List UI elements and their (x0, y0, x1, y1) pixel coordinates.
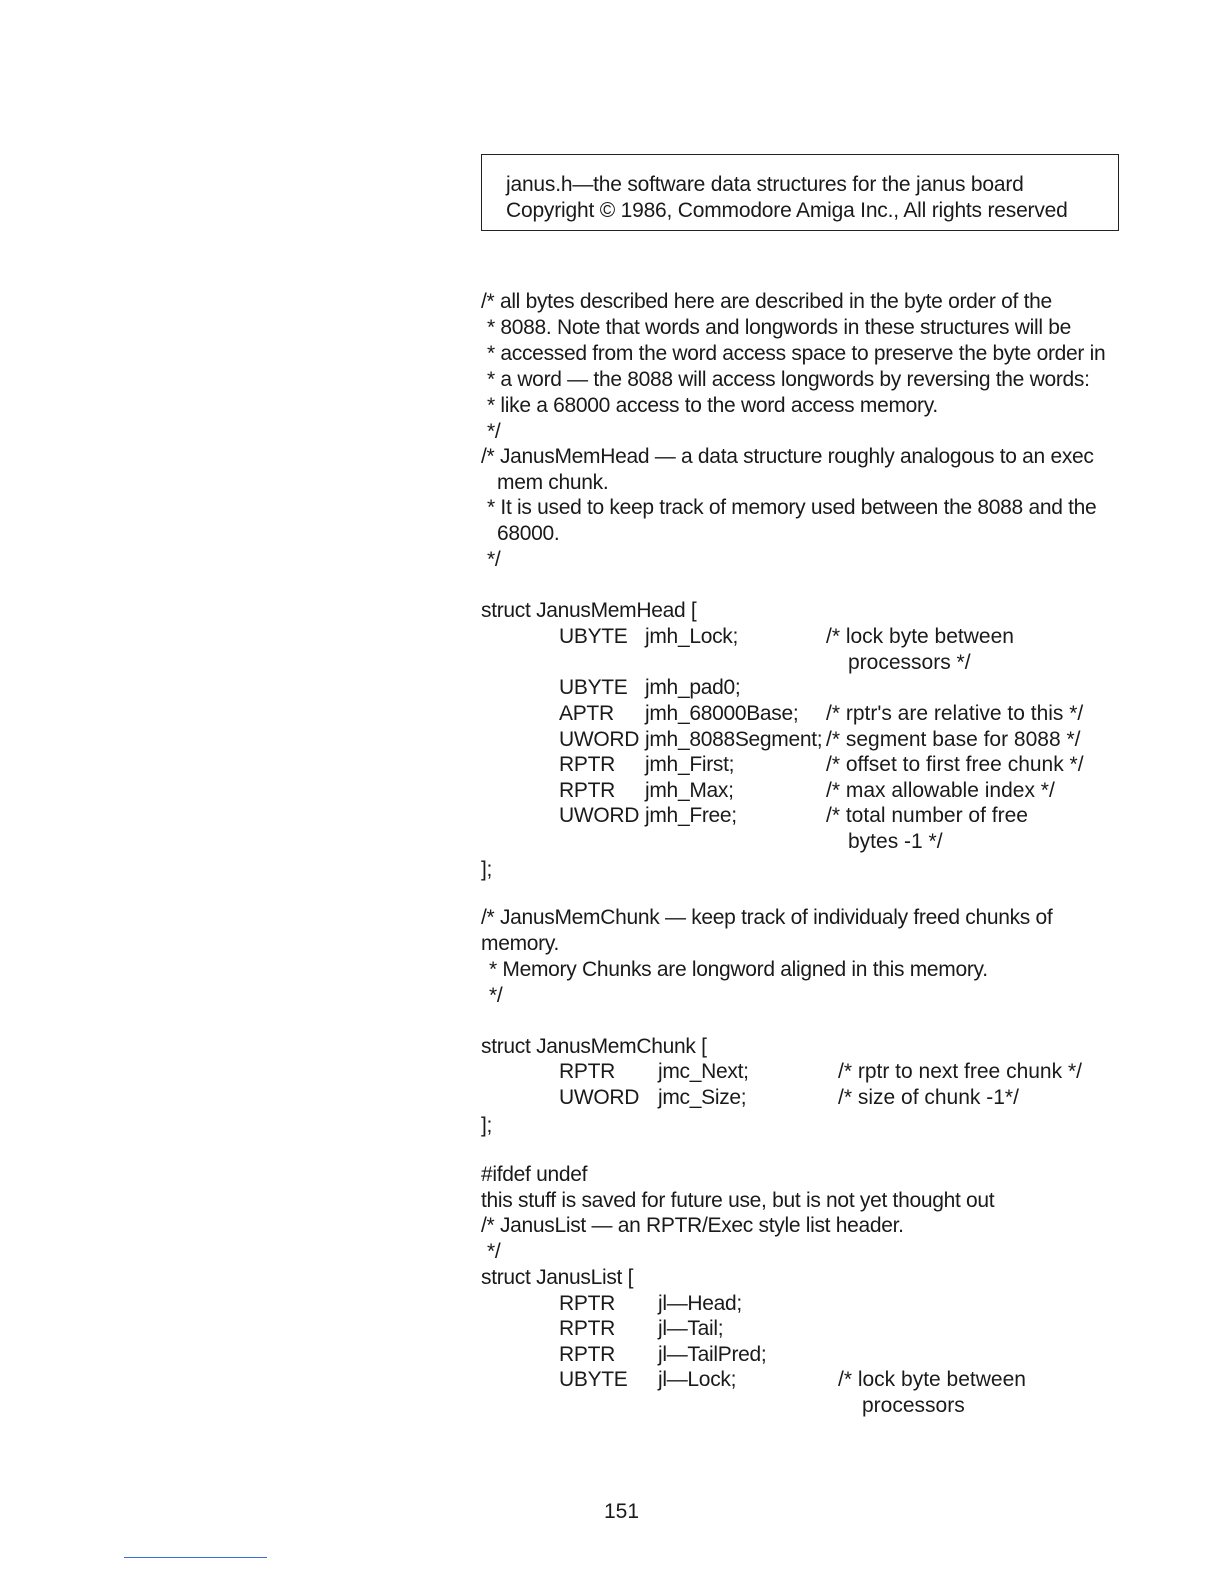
field-name: jl—Tail; (658, 1317, 724, 1340)
code-line: mem chunk. (497, 471, 609, 494)
field-type: UWORD (559, 804, 640, 827)
bottom-divider (124, 1557, 267, 1558)
header-title: janus.h—the software data structures for the janus board (506, 173, 1024, 196)
field-name: jmh_pad0; (645, 676, 741, 699)
struct-open: struct JanusMemChunk [ (481, 1035, 707, 1058)
field-comment: /* segment base for 8088 */ (826, 728, 1081, 751)
field-comment: /* lock byte between (838, 1368, 1026, 1391)
field-name: jl—Head; (658, 1292, 742, 1315)
field-type: UBYTE (559, 676, 628, 699)
field-name: jmh_Lock; (645, 625, 739, 648)
code-line: this stuff is saved for future use, but is not yet thought out (481, 1189, 995, 1212)
code-line: /* JanusMemHead — a data structure roughly analogous to an exec (481, 445, 1094, 468)
field-name: jmh_8088Segment; (645, 728, 823, 751)
code-line: * 8088. Note that words and longwords in these structures will be (487, 316, 1071, 339)
field-comment: processors */ (848, 651, 971, 674)
field-comment: /* max allowable index */ (826, 779, 1055, 802)
page-number: 151 (604, 1500, 640, 1523)
field-comment: /* lock byte between (826, 625, 1014, 648)
field-name: jmh_Max; (645, 779, 734, 802)
code-line: 68000. (497, 522, 560, 545)
field-name: jmc_Size; (658, 1086, 747, 1109)
code-line: * It is used to keep track of memory used between the 8088 and the (487, 496, 1097, 519)
field-type: RPTR (559, 779, 615, 802)
code-line: * a word — the 8088 will access longwords by reversing the words: (487, 368, 1090, 391)
field-type: UWORD (559, 1086, 640, 1109)
code-line: memory. (481, 932, 560, 955)
field-comment: /* rptr to next free chunk */ (838, 1060, 1082, 1083)
code-line: */ (487, 1240, 501, 1263)
field-type: UBYTE (559, 1368, 628, 1391)
header-box (481, 154, 1119, 231)
struct-open: struct JanusList [ (481, 1266, 634, 1289)
code-line: #ifdef undef (481, 1163, 588, 1186)
code-line: /* JanusMemChunk — keep track of individualy freed chunks of (481, 906, 1053, 929)
field-name: jmc_Next; (658, 1060, 749, 1083)
field-type: APTR (559, 702, 614, 725)
field-type: UWORD (559, 728, 640, 751)
code-line: * Memory Chunks are longword aligned in this memory. (489, 958, 988, 981)
field-comment: /* offset to first free chunk */ (826, 753, 1084, 776)
struct-close: ]; (481, 1114, 493, 1137)
code-line: */ (487, 420, 501, 443)
field-comment: /* size of chunk -1*/ (838, 1086, 1019, 1109)
field-name: jl—TailPred; (658, 1343, 767, 1366)
field-type: RPTR (559, 753, 615, 776)
struct-open: struct JanusMemHead [ (481, 599, 697, 622)
field-type: RPTR (559, 1292, 615, 1315)
field-comment: /* rptr's are relative to this */ (826, 702, 1084, 725)
field-type: UBYTE (559, 625, 628, 648)
field-comment: bytes -1 */ (848, 830, 943, 853)
field-type: RPTR (559, 1317, 615, 1340)
field-name: jmh_First; (645, 753, 735, 776)
field-name: jmh_68000Base; (645, 702, 799, 725)
header-copyright: Copyright © 1986, Commodore Amiga Inc., All rights reserved (506, 199, 1068, 222)
code-line: * like a 68000 access to the word access memory. (487, 394, 938, 417)
field-comment: processors (862, 1394, 965, 1417)
field-comment: /* total number of free (826, 804, 1028, 827)
code-line: /* all bytes described here are described in the byte order of the (481, 290, 1052, 313)
field-name: jl—Lock; (658, 1368, 737, 1391)
code-line: */ (487, 548, 501, 571)
code-line: /* JanusList — an RPTR/Exec style list header. (481, 1214, 904, 1237)
struct-close: ]; (481, 858, 493, 881)
code-line: * accessed from the word access space to preserve the byte order in (487, 342, 1106, 365)
field-type: RPTR (559, 1060, 615, 1083)
field-name: jmh_Free; (645, 804, 737, 827)
field-type: RPTR (559, 1343, 615, 1366)
code-line: */ (489, 984, 503, 1007)
